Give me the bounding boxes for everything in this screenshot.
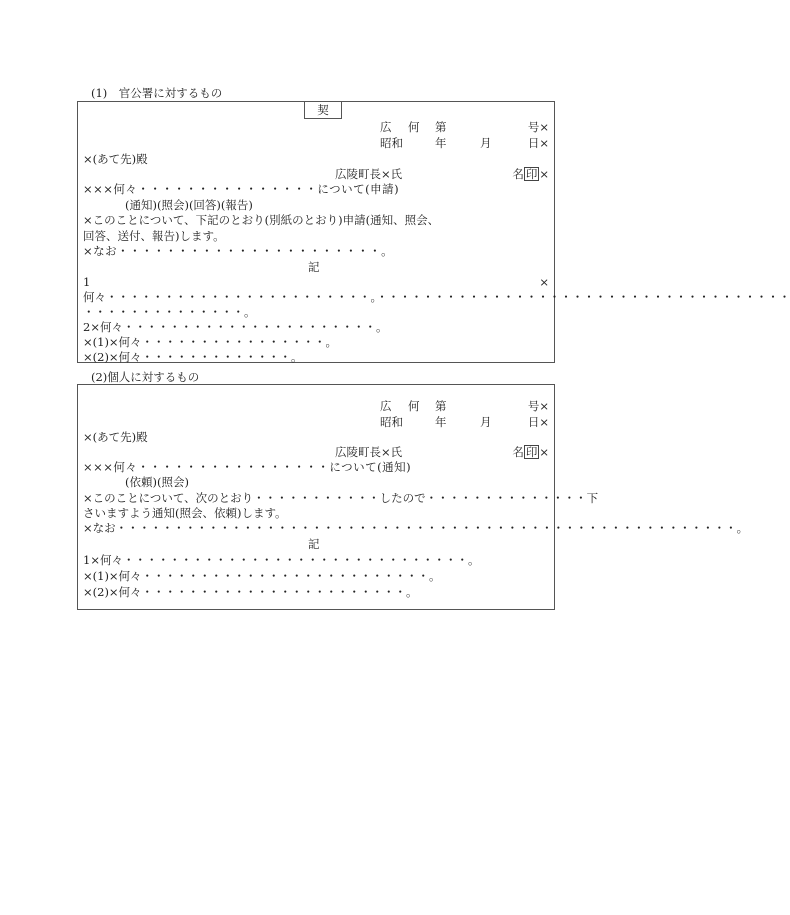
date-era: 昭和 bbox=[380, 415, 403, 429]
number-line bbox=[83, 120, 549, 135]
item1-mark: × bbox=[539, 275, 549, 289]
item1-number: 1 bbox=[83, 275, 91, 289]
section2-heading: (2)個人に対するもの bbox=[91, 370, 200, 384]
sub-item-1: ×(1)×何々・・・・・・・・・・・・・・・・・・・・・・・・・。 bbox=[83, 569, 441, 583]
ki-heading: 記 bbox=[308, 537, 320, 551]
body-line-1: ×このことについて、下記のとおり(別紙のとおり)申請(通知、照会、 bbox=[83, 213, 440, 227]
addressee: ×(あて先)殿 bbox=[83, 152, 148, 166]
sub-item-2: ×(2)×何々・・・・・・・・・・・・・。 bbox=[83, 350, 303, 364]
seal-mark: 印 bbox=[525, 445, 538, 459]
subject-line-1: ×××何々・・・・・・・・・・・・・・・・について(通知) bbox=[83, 460, 412, 474]
section1-heading: (1) 官公署に対するもの bbox=[91, 86, 223, 100]
number-hiro: 広 bbox=[380, 120, 392, 134]
date-line bbox=[83, 136, 549, 151]
item1-line: 1×何々・・・・・・・・・・・・・・・・・・・・・・・・・・・・・・。 bbox=[83, 553, 480, 567]
sender-name: 広陵町長×氏 bbox=[335, 445, 403, 459]
sub-item-2: ×(2)×何々・・・・・・・・・・・・・・・・・・・・・・・。 bbox=[83, 585, 418, 599]
number-go: 号× bbox=[527, 399, 549, 413]
number-line bbox=[83, 399, 549, 414]
seal-suffix: × bbox=[539, 445, 549, 459]
sub-item-1: ×(1)×何々・・・・・・・・・・・・・・・・。 bbox=[83, 335, 338, 349]
date-line bbox=[83, 415, 549, 430]
section1-frame bbox=[77, 101, 790, 364]
subject-line-2: (依頼)(照会) bbox=[125, 475, 189, 489]
body-line-2: さいますよう通知(照会、依頼)します。 bbox=[83, 506, 287, 520]
contract-stamp: 契 bbox=[304, 101, 342, 119]
number-dai: 第 bbox=[435, 120, 447, 134]
date-day: 日× bbox=[527, 415, 549, 429]
body-line-2: 回答、送付、報告)します。 bbox=[83, 229, 225, 243]
body-line-3: ×なお・・・・・・・・・・・・・・・・・・・・・・。 bbox=[83, 244, 394, 258]
date-month: 月 bbox=[480, 415, 492, 429]
number-go: 号× bbox=[527, 120, 549, 134]
seal-mark: 印 bbox=[525, 167, 538, 181]
seal-block bbox=[512, 445, 549, 460]
date-year: 年 bbox=[435, 136, 447, 150]
body-line-1: ×このことについて、次のとおり・・・・・・・・・・・したので・・・・・・・・・・・・・・下 bbox=[83, 491, 599, 505]
item2-line: 2×何々・・・・・・・・・・・・・・・・・・・・・・。 bbox=[83, 320, 388, 334]
item1-text-2: ・・・・・・・・・・・・・・。 bbox=[83, 305, 256, 319]
item1-header bbox=[83, 275, 549, 290]
item1-text-1: 何々・・・・・・・・・・・・・・・・・・・・・・・。・・・・・・・・・・・・・・・・・・・・・・・・・・・・・・・・・・・・ bbox=[83, 290, 790, 304]
sender-name: 広陵町長×氏 bbox=[335, 167, 403, 181]
sender-line bbox=[83, 167, 549, 182]
body-line-3: ×なお・・・・・・・・・・・・・・・・・・・・・・・・・・・・・・・・・・・・・・・・・・・・・・・・・・・・・・。 bbox=[83, 521, 749, 535]
addressee: ×(あて先)殿 bbox=[83, 430, 148, 444]
date-day: 日× bbox=[527, 136, 549, 150]
seal-suffix: × bbox=[539, 167, 549, 181]
date-era: 昭和 bbox=[380, 136, 403, 150]
number-hiro: 広 bbox=[380, 399, 392, 413]
seal-block bbox=[512, 167, 549, 182]
seal-prefix: 名 bbox=[512, 167, 524, 181]
seal-prefix: 名 bbox=[512, 445, 524, 459]
sender-line bbox=[83, 445, 549, 460]
number-dai: 第 bbox=[435, 399, 447, 413]
ki-heading: 記 bbox=[308, 260, 320, 274]
date-month: 月 bbox=[480, 136, 492, 150]
number-nani: 何 bbox=[408, 120, 420, 134]
subject-line-1: ×××何々・・・・・・・・・・・・・・・について(申請) bbox=[83, 182, 400, 196]
number-nani: 何 bbox=[408, 399, 420, 413]
subject-line-2: (通知)(照会)(回答)(報告) bbox=[125, 198, 253, 212]
section2-frame bbox=[77, 384, 749, 610]
date-year: 年 bbox=[435, 415, 447, 429]
